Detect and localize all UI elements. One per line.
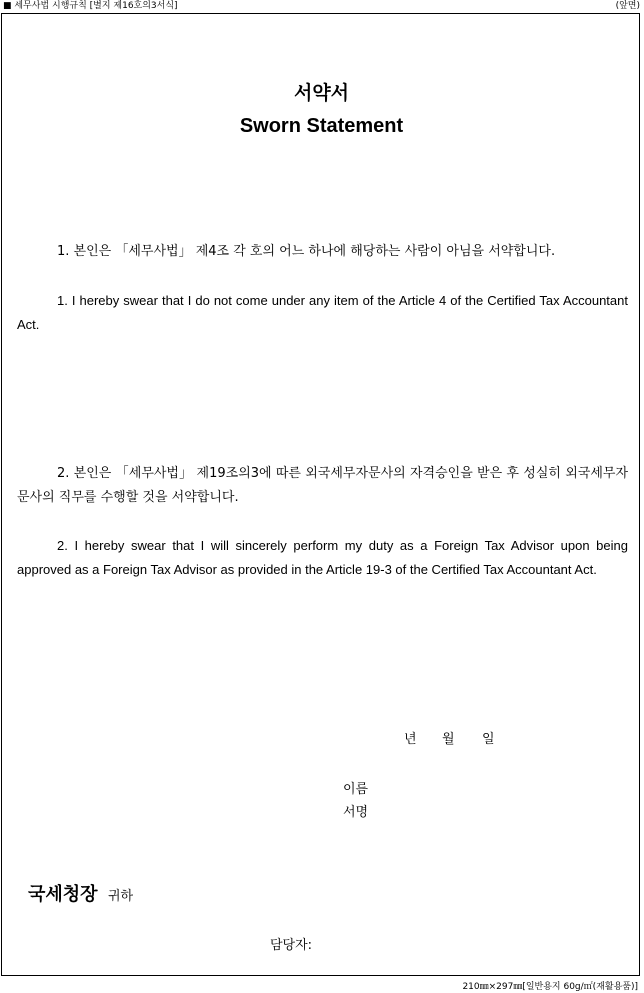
form-header [0,0,644,14]
paper-spec-note: 210㎜×297㎜[일반용지 60g/㎡(재활용품)] [462,982,638,992]
date-field[interactable] [404,728,495,747]
statement-1-english: 1. I hereby swear that I do not come under any item of the Article 4 of the Certified Tax Accountant Act. [17,293,628,332]
date-day-label: 일 [482,732,495,747]
title-english: Sworn Statement [239,115,404,137]
statement-1-korean: 1. 본인은 「세무사법」 제4조 각 호의 어느 하나에 해당하는 사람이 아님을 서약합니다. [57,244,556,259]
statement-2-english: 2. I hereby swear that I will sincerely perform my duty as a Foreign Tax Advisor upon being approved as a Foreign Tax Advisor as provided in the Article 19-3 of the Certified Tax Accountant Act. [17,538,628,577]
title-korean: 서약서 [293,82,350,104]
recipient-honorific: 귀하 [108,889,134,904]
recipient-name: 국세청장 [28,884,98,905]
officer-field-label: 담당자: [270,938,313,953]
statement-2-korean: 2. 본인은 「세무사법」 제19조의3에 따른 외국세무자문사의 자격승인을 받은 후 성실히 외국세무자문사의 직무를 수행할 것을 서약합니다. [17,466,628,505]
signature-field-label: 서명 [343,805,369,820]
date-year-label: 년 [404,732,417,747]
date-month-label: 월 [442,732,455,747]
form-frame [1,13,640,976]
page-side-label: (앞면) [615,1,640,11]
form-reference: ■ 세무사법 시행규칙 [별지 제16호의3서식] [3,1,178,11]
name-field-label: 이름 [343,782,369,797]
